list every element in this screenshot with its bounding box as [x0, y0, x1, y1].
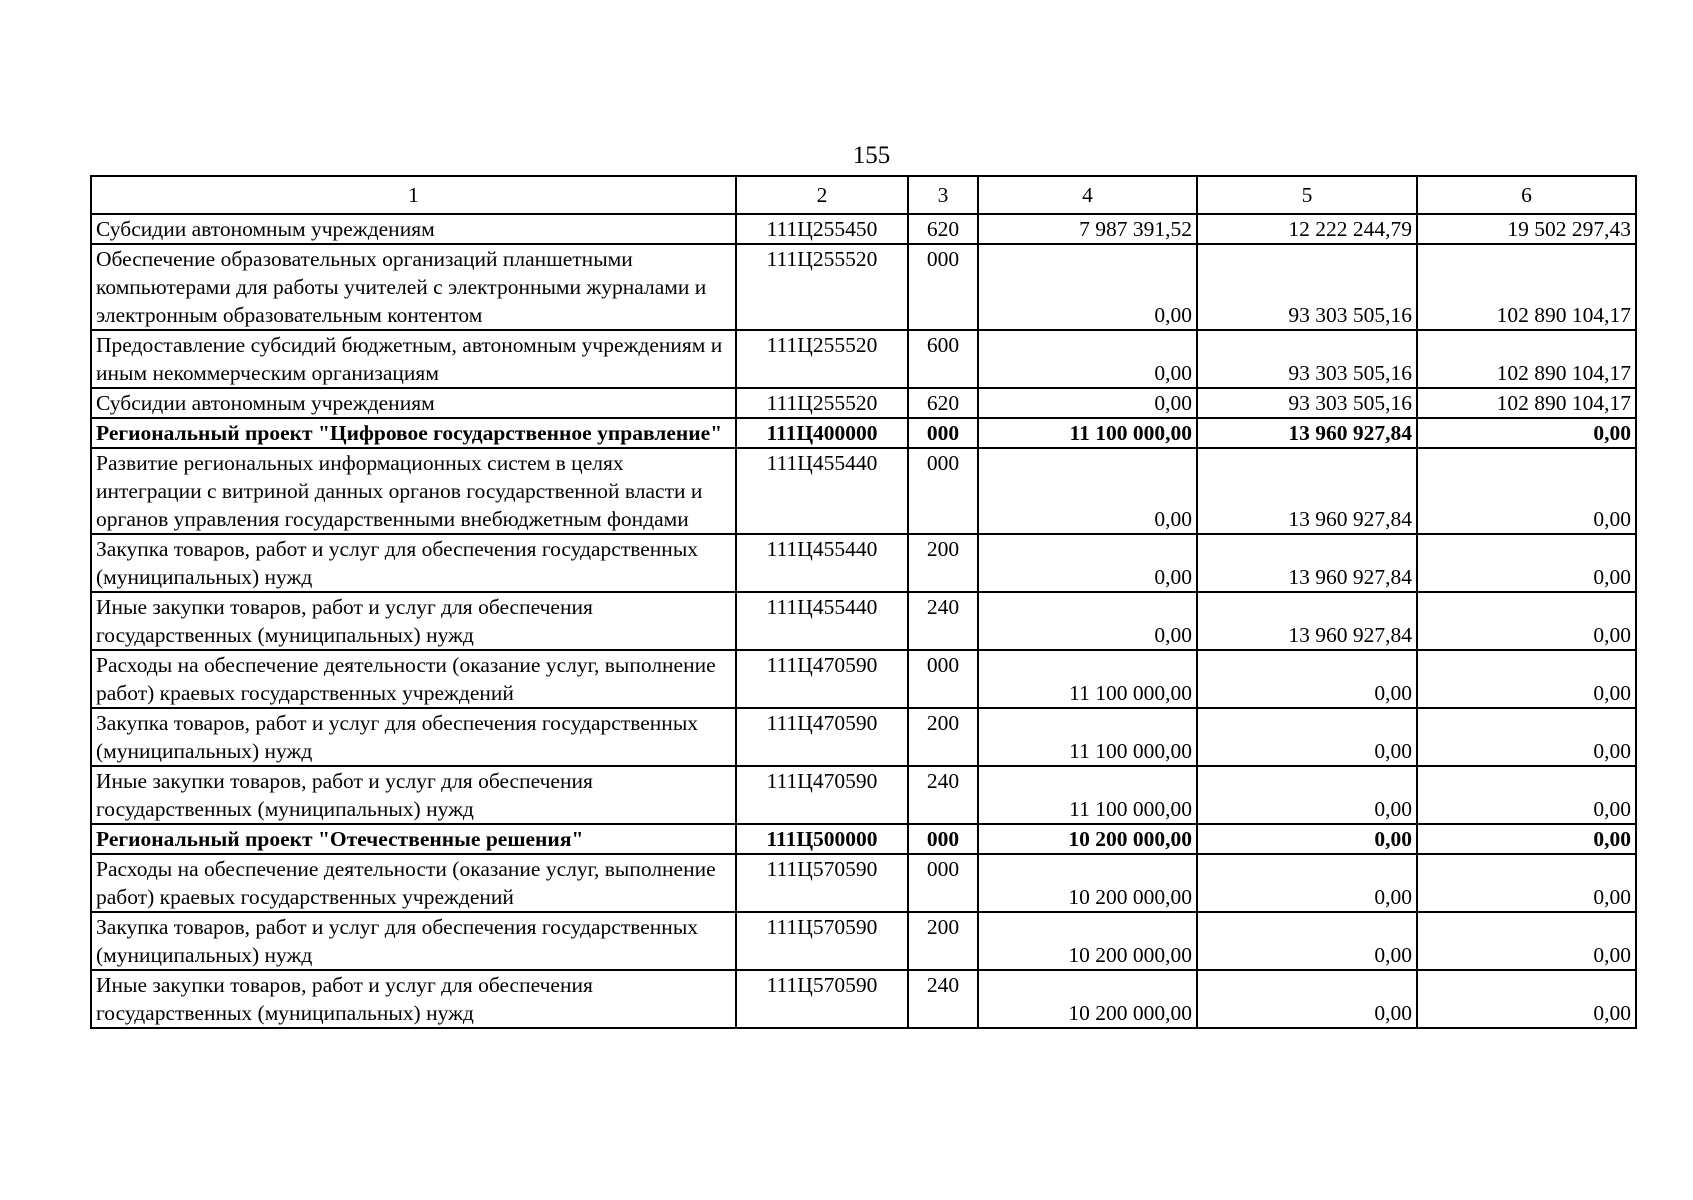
row-name-cell: Предоставление субсидий бюджетным, автономным учреждениям и иным некоммерческим организациям [91, 330, 736, 388]
row-value-col5-cell: 13 960 927,84 [1197, 592, 1417, 650]
row-value-col5-cell: 0,00 [1197, 824, 1417, 854]
row-type-cell: 240 [908, 766, 978, 824]
row-value-col6-cell: 0,00 [1417, 970, 1636, 1028]
row-value-col4-cell: 11 100 000,00 [978, 766, 1197, 824]
row-code-cell: 111Ц455440 [736, 534, 908, 592]
row-value-col4-cell: 0,00 [978, 448, 1197, 534]
row-value-col6-cell: 0,00 [1417, 854, 1636, 912]
row-value-col6-cell: 102 890 104,17 [1417, 388, 1636, 418]
row-code-cell: 111Ц570590 [736, 970, 908, 1028]
row-name-cell: Развитие региональных информационных систем в целях интеграции с витриной данных органов государственной власти и органов управления государственными внебюджетным фондами [91, 448, 736, 534]
table-row [91, 388, 1636, 418]
row-value-col5-cell: 93 303 505,16 [1197, 330, 1417, 388]
row-type-cell: 000 [908, 650, 978, 708]
row-value-col4-cell: 10 200 000,00 [978, 854, 1197, 912]
column-header: 5 [1197, 176, 1417, 214]
row-name-cell: Иные закупки товаров, работ и услуг для обеспечения государственных (муниципальных) нужд [91, 970, 736, 1028]
row-name-cell: Расходы на обеспечение деятельности (оказание услуг, выполнение работ) краевых государственных учреждений [91, 854, 736, 912]
row-type-cell: 000 [908, 448, 978, 534]
table-row [91, 766, 1636, 824]
table-row [91, 824, 1636, 854]
row-name-cell: Иные закупки товаров, работ и услуг для обеспечения государственных (муниципальных) нужд [91, 766, 736, 824]
row-value-col6-cell: 0,00 [1417, 912, 1636, 970]
row-type-cell: 240 [908, 592, 978, 650]
row-type-cell: 000 [908, 854, 978, 912]
row-value-col5-cell: 93 303 505,16 [1197, 388, 1417, 418]
row-value-col5-cell: 93 303 505,16 [1197, 244, 1417, 330]
table-row [91, 650, 1636, 708]
row-code-cell: 111Ц255520 [736, 244, 908, 330]
row-code-cell: 111Ц255520 [736, 330, 908, 388]
row-value-col5-cell: 0,00 [1197, 912, 1417, 970]
row-type-cell: 000 [908, 244, 978, 330]
row-name-cell: Иные закупки товаров, работ и услуг для обеспечения государственных (муниципальных) нужд [91, 592, 736, 650]
table-row [91, 330, 1636, 388]
row-value-col4-cell: 0,00 [978, 388, 1197, 418]
row-value-col4-cell: 7 987 391,52 [978, 214, 1197, 244]
column-header: 3 [908, 176, 978, 214]
row-value-col5-cell: 0,00 [1197, 970, 1417, 1028]
row-value-col5-cell: 0,00 [1197, 650, 1417, 708]
row-code-cell: 111Ц500000 [736, 824, 908, 854]
row-value-col6-cell: 0,00 [1417, 534, 1636, 592]
row-value-col6-cell: 0,00 [1417, 418, 1636, 448]
column-header: 4 [978, 176, 1197, 214]
table-row [91, 854, 1636, 912]
table-row [91, 418, 1636, 448]
row-value-col5-cell: 13 960 927,84 [1197, 418, 1417, 448]
row-value-col6-cell: 0,00 [1417, 708, 1636, 766]
row-value-col5-cell: 0,00 [1197, 854, 1417, 912]
row-value-col5-cell: 12 222 244,79 [1197, 214, 1417, 244]
row-value-col4-cell: 10 200 000,00 [978, 970, 1197, 1028]
row-type-cell: 240 [908, 970, 978, 1028]
table-row [91, 708, 1636, 766]
row-value-col5-cell: 0,00 [1197, 708, 1417, 766]
row-code-cell: 111Ц470590 [736, 766, 908, 824]
column-header-row [91, 176, 1636, 214]
row-name-cell: Региональный проект "Цифровое государственное управление" [91, 418, 736, 448]
row-value-col6-cell: 0,00 [1417, 766, 1636, 824]
row-value-col6-cell: 0,00 [1417, 650, 1636, 708]
row-value-col4-cell: 11 100 000,00 [978, 418, 1197, 448]
row-code-cell: 111Ц455440 [736, 448, 908, 534]
row-value-col4-cell: 0,00 [978, 592, 1197, 650]
table-row [91, 970, 1636, 1028]
row-value-col6-cell: 0,00 [1417, 824, 1636, 854]
row-name-cell: Закупка товаров, работ и услуг для обеспечения государственных (муниципальных) нужд [91, 534, 736, 592]
row-code-cell: 111Ц255450 [736, 214, 908, 244]
table-row [91, 912, 1636, 970]
row-name-cell: Субсидии автономным учреждениям [91, 388, 736, 418]
row-type-cell: 600 [908, 330, 978, 388]
row-value-col4-cell: 0,00 [978, 330, 1197, 388]
row-name-cell: Закупка товаров, работ и услуг для обеспечения государственных (муниципальных) нужд [91, 708, 736, 766]
table-row [91, 592, 1636, 650]
row-code-cell: 111Ц570590 [736, 854, 908, 912]
row-name-cell: Региональный проект "Отечественные решения" [91, 824, 736, 854]
row-value-col4-cell: 11 100 000,00 [978, 650, 1197, 708]
row-value-col6-cell: 102 890 104,17 [1417, 244, 1636, 330]
row-type-cell: 620 [908, 214, 978, 244]
row-value-col4-cell: 10 200 000,00 [978, 824, 1197, 854]
row-code-cell: 111Ц470590 [736, 708, 908, 766]
row-value-col5-cell: 13 960 927,84 [1197, 448, 1417, 534]
row-code-cell: 111Ц470590 [736, 650, 908, 708]
row-value-col4-cell: 10 200 000,00 [978, 912, 1197, 970]
row-type-cell: 200 [908, 708, 978, 766]
row-code-cell: 111Ц400000 [736, 418, 908, 448]
row-value-col4-cell: 11 100 000,00 [978, 708, 1197, 766]
row-name-cell: Расходы на обеспечение деятельности (оказание услуг, выполнение работ) краевых государственных учреждений [91, 650, 736, 708]
table-body [91, 176, 1636, 1028]
column-header: 6 [1417, 176, 1636, 214]
row-code-cell: 111Ц255520 [736, 388, 908, 418]
row-value-col4-cell: 0,00 [978, 534, 1197, 592]
row-value-col5-cell: 13 960 927,84 [1197, 534, 1417, 592]
row-value-col4-cell: 0,00 [978, 244, 1197, 330]
budget-table [90, 175, 1637, 1029]
row-value-col6-cell: 0,00 [1417, 592, 1636, 650]
table-row [91, 448, 1636, 534]
row-name-cell: Закупка товаров, работ и услуг для обеспечения государственных (муниципальных) нужд [91, 912, 736, 970]
row-type-cell: 200 [908, 912, 978, 970]
table-row [91, 244, 1636, 330]
row-value-col5-cell: 0,00 [1197, 766, 1417, 824]
row-name-cell: Субсидии автономным учреждениям [91, 214, 736, 244]
table-row [91, 534, 1636, 592]
row-type-cell: 000 [908, 418, 978, 448]
column-header: 2 [736, 176, 908, 214]
row-value-col6-cell: 19 502 297,43 [1417, 214, 1636, 244]
row-code-cell: 111Ц455440 [736, 592, 908, 650]
column-header: 1 [91, 176, 736, 214]
page-number: 155 [852, 142, 891, 169]
row-value-col6-cell: 102 890 104,17 [1417, 330, 1636, 388]
row-name-cell: Обеспечение образовательных организаций планшетными компьютерами для работы учителей с электронными журналами и электронным образовательным контентом [91, 244, 736, 330]
row-code-cell: 111Ц570590 [736, 912, 908, 970]
row-value-col6-cell: 0,00 [1417, 448, 1636, 534]
row-type-cell: 200 [908, 534, 978, 592]
table-row [91, 214, 1636, 244]
row-type-cell: 000 [908, 824, 978, 854]
row-type-cell: 620 [908, 388, 978, 418]
